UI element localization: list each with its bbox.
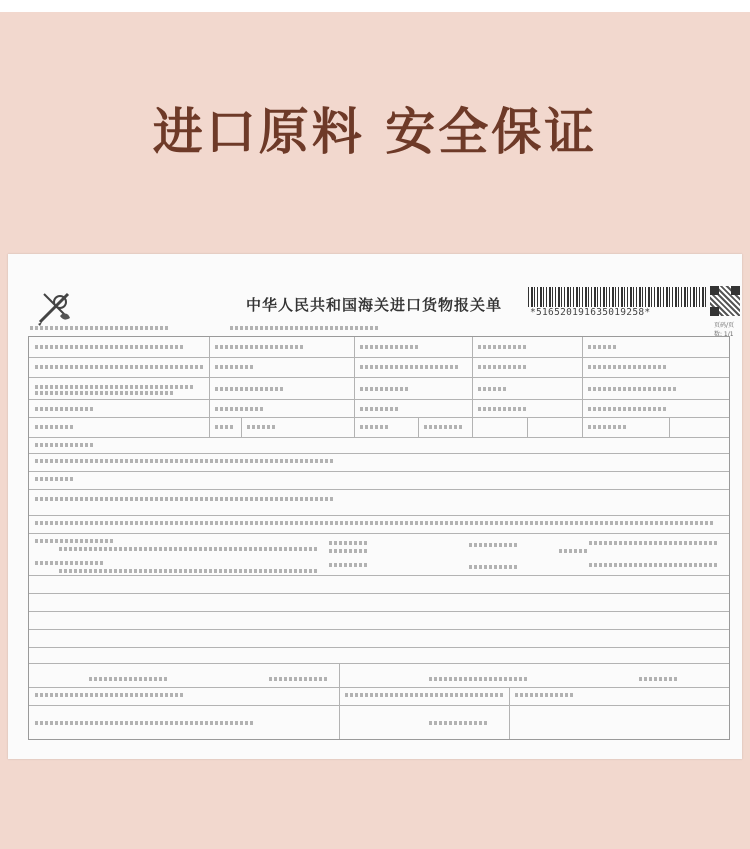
seal-line xyxy=(429,721,489,725)
form-rule xyxy=(29,377,729,378)
field-import-date xyxy=(360,345,420,349)
confirm-line-2 xyxy=(269,677,329,681)
goods-row-1-qty xyxy=(329,541,369,545)
goods-row-1-total xyxy=(559,549,589,553)
form-rule xyxy=(29,611,729,612)
form-rule xyxy=(29,471,729,472)
form-divider xyxy=(418,417,419,437)
goods-row-2-price xyxy=(469,565,519,569)
form-rule xyxy=(29,453,729,454)
form-divider xyxy=(509,687,510,739)
field-contract xyxy=(35,407,95,411)
field-gross xyxy=(247,425,277,429)
field-bill-no xyxy=(478,365,528,369)
banner-headline: 进口原料 安全保证 xyxy=(152,103,598,161)
field-entry-port xyxy=(215,345,305,349)
declarant-line xyxy=(35,693,185,697)
field-consumer-2 xyxy=(35,391,175,395)
field-consumer xyxy=(35,385,195,389)
field-terms xyxy=(424,425,464,429)
page-number: 页码/页数: 1/1 xyxy=(714,322,735,338)
form-divider xyxy=(527,417,528,437)
field-declare-date xyxy=(478,345,528,349)
form-divider xyxy=(354,337,355,437)
field-consignee xyxy=(35,345,185,349)
form-rule xyxy=(29,399,729,400)
qr-code-icon xyxy=(710,286,740,316)
confirm-line-3 xyxy=(429,677,529,681)
top-band xyxy=(0,0,750,12)
field-vessel xyxy=(360,365,460,369)
field-record-no xyxy=(588,345,618,349)
agent-line xyxy=(35,721,255,725)
form-divider xyxy=(582,337,583,437)
customs-remark xyxy=(515,693,575,697)
form-rule xyxy=(29,663,729,664)
form-rule xyxy=(29,687,729,688)
goods-row-2-name xyxy=(59,569,319,573)
field-notes xyxy=(35,477,75,481)
confirm-line-4 xyxy=(639,677,679,681)
goods-row-1-qty-2 xyxy=(329,549,369,553)
form-rule xyxy=(29,629,729,630)
field-port-start xyxy=(588,387,678,391)
field-shipper xyxy=(35,365,205,369)
field-marks xyxy=(35,459,335,463)
form-rule xyxy=(29,647,729,648)
form-divider xyxy=(669,417,670,437)
goods-row-2-code xyxy=(35,561,105,565)
field-license xyxy=(478,387,508,391)
goods-row-1-name xyxy=(59,547,319,551)
form-divider xyxy=(241,417,242,437)
barcode-icon xyxy=(528,287,706,307)
form-divider xyxy=(472,337,473,437)
form-rule xyxy=(29,417,729,418)
barcode-number: *516520191635019258* xyxy=(530,307,651,318)
goods-header xyxy=(35,521,715,525)
goods-row-1-code xyxy=(35,539,115,543)
declaration-form-grid xyxy=(28,336,730,740)
field-loading-port xyxy=(478,407,528,411)
form-divider xyxy=(209,337,210,437)
field-net xyxy=(360,425,390,429)
goods-row-2-qty xyxy=(329,563,369,567)
declarant-statement xyxy=(345,693,505,697)
field-goods-place xyxy=(588,365,668,369)
customs-declaration-document xyxy=(8,254,742,759)
field-inland-port xyxy=(588,407,668,411)
field-tax-nature xyxy=(360,387,410,391)
form-rule xyxy=(29,357,729,358)
declaration-title: 中华人民共和国海关进口货物报关单 xyxy=(246,296,503,314)
customs-number-line xyxy=(230,326,380,330)
form-rule xyxy=(29,437,729,438)
confirm-line xyxy=(89,677,169,681)
form-rule xyxy=(29,533,729,534)
customs-emblem-icon xyxy=(32,284,78,330)
field-trade-mode xyxy=(215,387,285,391)
field-freight xyxy=(588,425,628,429)
field-transport xyxy=(215,365,255,369)
field-country xyxy=(215,407,265,411)
form-rule xyxy=(29,489,729,490)
form-rule xyxy=(29,593,729,594)
form-rule xyxy=(29,515,729,516)
field-special xyxy=(35,497,335,501)
field-pieces xyxy=(215,425,235,429)
form-rule xyxy=(29,705,729,706)
pre-entry-line xyxy=(30,326,170,330)
field-docs xyxy=(35,443,95,447)
goods-row-1-price xyxy=(469,543,519,547)
field-origin xyxy=(360,407,400,411)
field-package xyxy=(35,425,75,429)
form-rule xyxy=(29,575,729,576)
goods-row-1-origin xyxy=(589,541,719,545)
goods-row-2-origin xyxy=(589,563,719,567)
form-divider xyxy=(339,663,340,739)
